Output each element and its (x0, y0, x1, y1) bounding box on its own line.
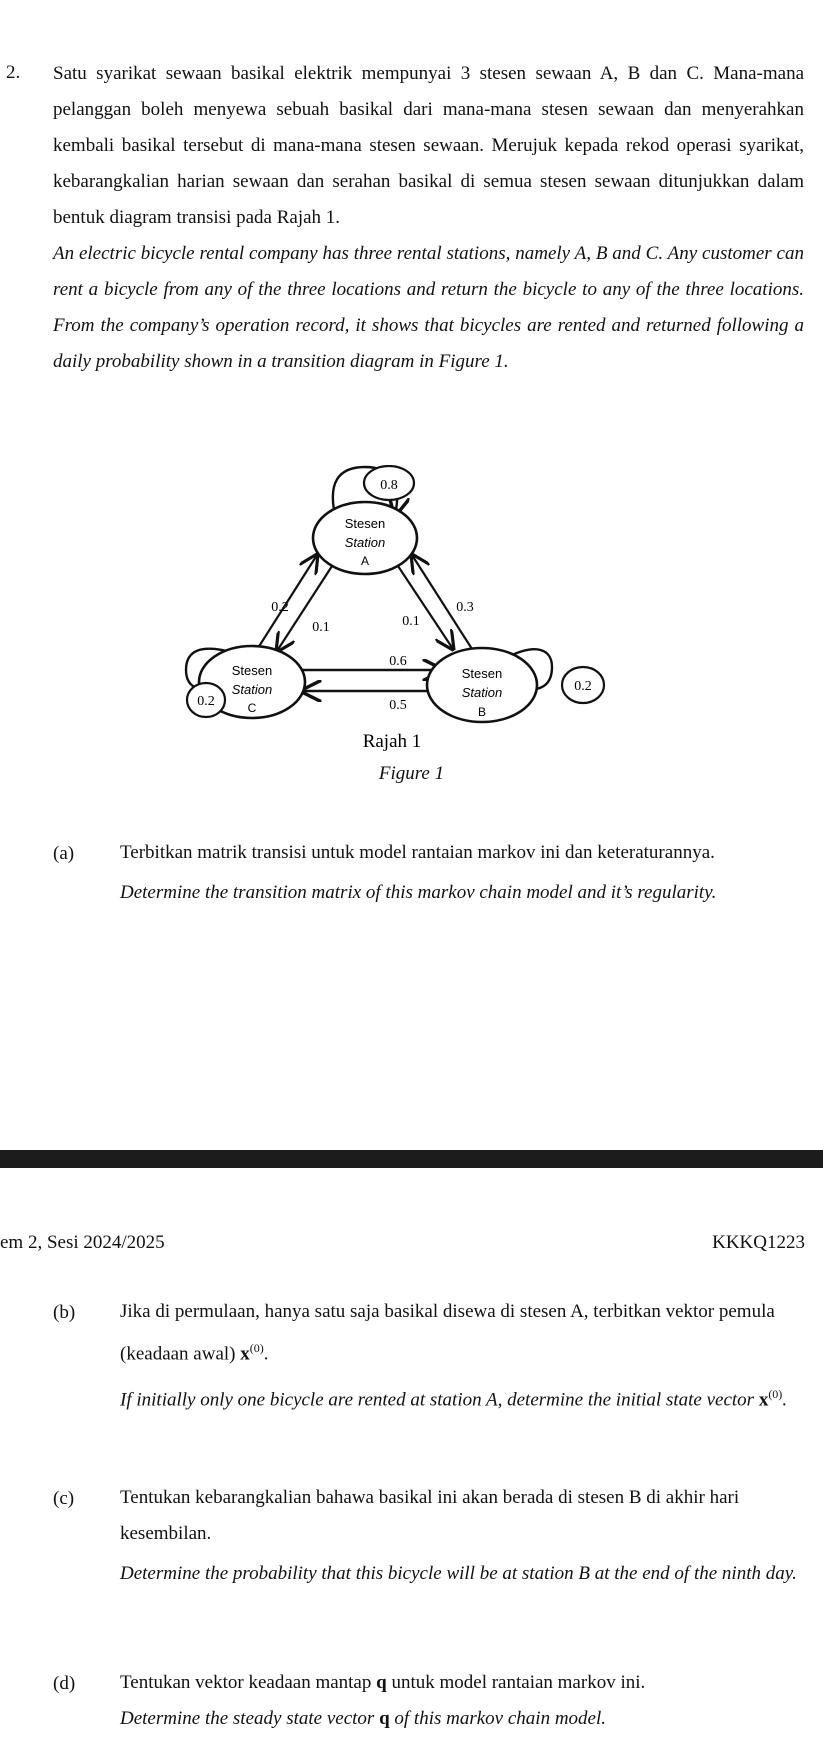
part-c (53, 1488, 804, 1638)
part-d-malay-pre: Tentukan vektor keadaan mantap (120, 1672, 377, 1693)
part-c-malay: Tentukan kebarangkalian bahawa basikal ini akan berada di stesen B di akhir hari kesembilan. (120, 1487, 740, 1544)
node-C-line2: Station (231, 682, 273, 697)
part-a-label: (a) (53, 843, 75, 864)
part-b-english: If initially only one bicycle are rented at station A, determine the initial state vector $x^{(0)}$. (120, 1387, 788, 1411)
edge-label-AA: 0.8 (380, 478, 398, 493)
part-b-malay-superscript: (0) (249, 1341, 264, 1355)
part-d-malay-post: untuk model rantaian markov ini. (386, 1672, 646, 1693)
part-b-malay: Jika di permulaan, hanya satu saja basikal disewa di stesen A, terbitkan vektor pemula (keadaan awal) $x^{(0)}$. (120, 1301, 775, 1365)
figure-caption-malay: Rajah 1 (362, 731, 422, 752)
part-b-english-vector: x (758, 1389, 769, 1411)
node-A-line1: Stesen (344, 516, 386, 531)
figure-caption-english: Figure 1 (378, 763, 445, 784)
part-d-label: (d) (53, 1673, 76, 1694)
node-C-line1: Stesen (231, 663, 273, 678)
part-d-english (120, 1701, 804, 1737)
edge-label-AB: 0.1 (402, 614, 420, 629)
part-a (53, 843, 804, 923)
part-d-malay (120, 1665, 804, 1701)
part-b-english-superscript: (0) (768, 1387, 783, 1402)
part-d-english-post: of this markov chain model. (389, 1708, 606, 1729)
part-d-english-vector: q (379, 1708, 390, 1729)
page-header-session: em 2, Sesi 2024/2025 (0, 1232, 165, 1253)
node-A-line2: Station (344, 535, 386, 550)
part-a-english: Determine the transition matrix of this markov chain model and it’s regularity. (120, 882, 717, 903)
edge-label-BB: 0.2 (574, 679, 592, 694)
node-B-line3: B (477, 705, 487, 719)
part-b (53, 1302, 804, 1452)
part-d (53, 1673, 804, 1748)
question-intro-english: An electric bicycle rental company has three rental stations, namely A, B and C. Any customer can rent a bicycle from any of the three locations and return the bicycle to any of the three locations. From the company’s operation record, it shows that bicycles are rented and returned following a daily probability shown in a transition diagram in Figure 1. (53, 243, 804, 372)
part-b-malay-vector: x (240, 1343, 250, 1365)
node-B-line1: Stesen (461, 666, 503, 681)
part-d-english-pre: Determine the steady state vector (120, 1708, 380, 1729)
part-c-english: Determine the probability that this bicycle will be at station B at the end of the ninth day. (120, 1563, 797, 1584)
question-number: 2. (6, 62, 21, 83)
edge-label-BC: 0.5 (389, 698, 407, 713)
edge-label-AC: 0.1 (312, 620, 330, 635)
question-intro-malay: Satu syarikat sewaan basikal elektrik mempunyai 3 stesen sewaan A, B dan C. Mana-mana pelanggan boleh menyewa sebuah basikal dari mana-mana stesen sewaan dan menyerahkan kembali basikal tersebut di mana-mana stesen sewaan. Merujuk kepada rekod operasi syarikat, kebarangkalian harian sewaan dan serahan basikal di semua stesen sewaan ditunjukkan dalam bentuk diagram transisi pada Rajah 1. (53, 63, 804, 228)
node-A-line3: A (360, 554, 370, 568)
page-header-course-code: KKKQ1223 (712, 1232, 805, 1253)
part-d-malay-vector: q (376, 1672, 387, 1693)
transition-diagram-svg (170, 465, 630, 755)
part-b-english-text: If initially only one bicycle are rented at station A, determine the initial state vector (120, 1389, 759, 1411)
part-c-label: (c) (53, 1488, 75, 1509)
part-b-malay-text: Jika di permulaan, hanya satu saja basikal disewa di stesen A, terbitkan vektor pemula (keadaan awal) (120, 1301, 775, 1365)
node-B-line2: Station (461, 685, 503, 700)
edge-label-CB: 0.6 (389, 654, 407, 669)
part-a-malay: Terbitkan matrik transisi untuk model rantaian markov ini dan keteraturannya. (120, 842, 715, 863)
edge-label-CC: 0.2 (197, 694, 215, 709)
node-C-line3: C (247, 701, 257, 715)
edge-label-CA: 0.2 (271, 600, 289, 615)
transition-diagram (170, 465, 630, 755)
part-b-label: (b) (53, 1302, 76, 1323)
edge-label-BA: 0.3 (456, 600, 474, 615)
page-break-divider (0, 1150, 823, 1168)
